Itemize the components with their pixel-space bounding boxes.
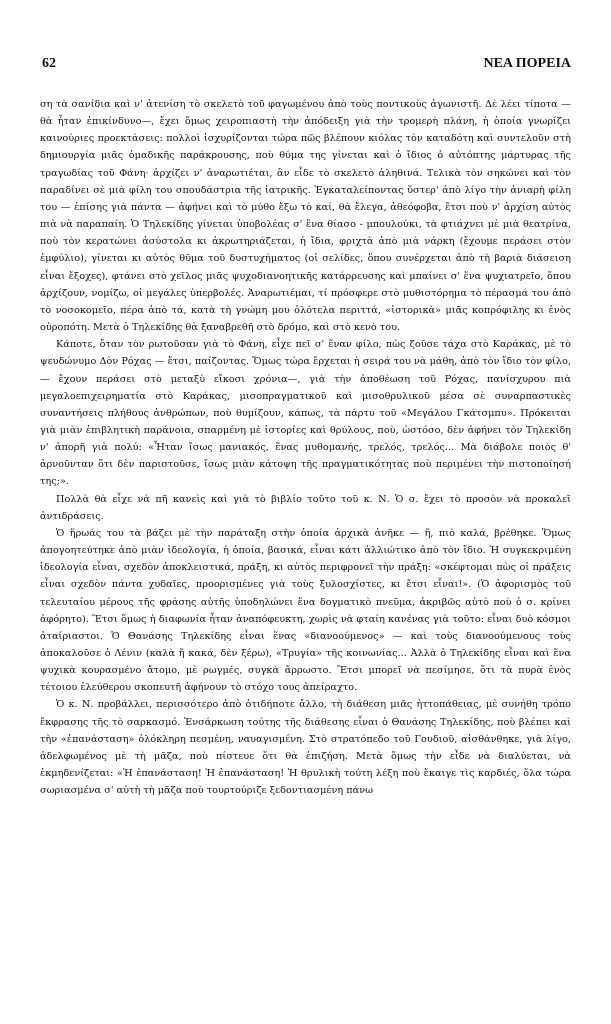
paragraph: Κάποτε, ὅταν τὸν ρωτοῦσαν γιὰ τὸ Φάνη, εἶχε πεῖ σ' ἕναν φίλο, πὼς ζοῦσε τάχα στὸ Καράκας, μὲ τὸ ψευδώνυμο Δὸν Ρόχας — ἔτσι, παίζοντας. Ὅμως τώρα ἔρχεται ἡ σειρά του νὰ μάθη, ἀπὸ τὸν ἴδιο τὸν φίλο, — ἔχουν περάσει στὸ μεταξὺ εἴκοσι χρόνια—, γιὰ τὴν ἀποθέωση τοῦ Ρόχας, πανίσχυρου πιὰ μεγαλοεπιχειρηματία στὸ Καράκας, μισοπραγματικοῦ καὶ μισοθρυλικοῦ μέσα σὲ συναρπαστικὲς συναντήσεις πλήθους ἀνθρώπων, ποὺ θυμίζουν, κάπως, τὰ πάρτυ τοῦ «Μεγάλου Γκάτσμπυ». Πρόκειται γιὰ μιὰν ἐπιβλητικὴ παράνοια, σπαρμένη μὲ ἱστορίες καὶ θρύλους, ποὺ, ὡστόσο, δὲν ἀφήνει τὸν Τηλεκίδη ν' ἀπορῆ γιὰ πολύ: «Ἦταν ἴσως μανιακός, ἕνας μυθομανής, τρελός, τρελός... Μὰ διάβολε ποιὸς θ' ἀρνοῦνταν ὅτι δὲν παριστοῦσε, ἴσως μιὰν κάτοψη τῆς πραγματικότητας ποὺ περιμένει τὴν πιστοποίησή της;». [40,339,571,488]
paragraph: ση τὰ σανίδια καὶ ν' ἀτενίση τὸ σκελετὸ τοῦ φαγωμένου ἀπὸ τοὺς ποντικοὺς ἀγωνιστῆ. Δὲ λέει τίποτα —θὰ ἦταν ἐπικίνδυνο—, ἔχει ὅμως χειροπιαστὴ τὴν ἀπόδειξη γιὰ τὴν τρομερὴ πλάνη, ἡ ὁποία γνωρίζει καινούριες προεκτάσεις: πολλοὶ ἰσχυρίζονται τώρα πῶς βλέπουν κιόλας τὸν καταδότη καὶ συντελοῦν στὴ δημιουργία μιᾶς ὁμαδικῆς παράκρουσης, ποὺ θύμα της γίνεται καὶ ὁ ἴδιος ὁ αὐτόπτης μάρτυρας τῆς τραγωδίας τοῦ Φάνη· ἀρχίζει ν' ἀναρωτιέται, ἂν εἶδε τὸ σκελετὸ ἀληθινά. Τελικὰ τὸν σηκώνει καὶ τὸν παραδίνει σὲ μιὰ φίλη του σπουδάστρια τῆς ἰατρικῆς. Ἐγκαταλείποντας ὕστερ' ἀπὸ λίγο τὴν ἀνιαρὴ φίλη του — ἐπίσης γιὰ πάντα — ἀφήνει καὶ τὸ μύθο ἔξω τὸ καί, θὰ ἔλεγα, ἀθεόφοβα, ἔτσι ποὺ ν' ἀρχίση αὐτὸς πιὰ νὰ παραπαίη. Ὁ Τηλεκίδης γίνεται ὑποβολέας σ' ἕνα θίασο - μπουλούκι, τὰ φτιάχνει μὲ μιὰ θεατρίνα, ποὺ τὸν κερατώνει ἀσύστολα κι ἀκρωτηριάζεται, ἡ ἴδια, φριχτὰ ἀπὸ μιὰ νάρκη (ἔχουμε περάσει στὸν ἐμφύλιο), γίνεται κι αὐτὸς θῦμα τοῦ δυστυχήματος (οἱ σελίδες, ὅπου συνέρχεται ἀπὸ τὴ βαριὰ διάσειση εἶναι ἔξοχες), φτάνει στὸ χεῖλος μιᾶς ψυχοδιανοητικῆς κατάρρευσης καὶ μπαίνει σ' ἕνα ψυχιατρεῖο, ὅπου ἀρχίζουν, νομίζω, οἱ μεγάλες ὑπερβολές. Ἀναρωτιέμαι, τί πρόσφερε στὸ μυθιστόρημα τὸ πέρασμά του ἀπὸ τὸ νοσοκομεῖο, πέρα ἀπὸ τά, κατὰ τὴ γνώμη μου ὁλότελα περιττά, «ἱστορικὰ» μιᾶς κοπρόφιλης κι ἑνὸς οὐροπότη. Μετὰ ὁ Τηλεκίδης θὰ ξαναβρεθῆ στὸ δρόμο, καὶ στὸ κενὸ του. [40,99,571,334]
paragraph: Πολλὰ θὰ εἶχε νὰ πῆ κανεὶς καὶ γιὰ τὸ βιβλίο τοῦτο τοῦ κ. Ν. Ὁ σ. ἔχει τὸ προσὸν νὰ προκαλεῖ ἀντιδράσεις. [40,493,571,522]
paragraph: Ὁ ἥρωάς του τὰ βάζει μὲ τὴν παράταξη στὴν ὁποία ἀρχικὰ ἀνῆκε — ἤ, πιὸ καλά, βρέθηκε. Ὅμως ἀπογοητεύτηκε ἀπὸ μιὰν ἰδεολογία, ἡ ὁποία, βασικά, εἶναι κάτι ἀλλιώτικο ἀπὸ τὸν ἴδιο. Ἡ συγκεκριμένη ἰδεολογία εἶναι, σχεδὸν ἀποκλειστικά, πράξη, κι αὐτὸς περιφρονεῖ τὴν πράξη: «σκέφτομαι πὼς οἱ πράξεις εἶναι σχεδὸν πάντα χυδαῖες, προορισμένες γιὰ τοὺς ξυλοσχίστες, κι ἔτσι εἶναι!». (Ὁ ἀφορισμὸς τοῦ τελευταίου μέρους τῆς φράσης αὐτῆς ὑποδηλώνει ἕνα δογματικὸ πνεῦμα, ἀκριβῶς αὐτὸ ποὺ ὁ σ. κρίνει ἀφόρητο). Ἔτσι ὅμως ἡ διαφωνία ἦταν ἀναπόφευκτη, χωρὶς νὰ φταίη κανένας γιὰ τοῦτο: εἶναι δυὸ κόσμοι ἀταίριαστοι. Ὁ Θανάσης Τηλεκίδης εἶναι ἕνας «διανοούμενος» — καὶ τοὺς διανοούμενους τοὺς ἀποκαλοῦσε ὁ Λένιν (καλὰ ἤ κακά, δὲν ξέρω), «Τρυγία» τῆς κοινωνίας... Ἀλλὰ ὁ Τηλεκίδης εἶναι καὶ ἕνα ψυχικὰ κουρασμένο ἄτομο, μὲ ρωγμές, συγκὰ ἄρρωστο. Ἔτσι μπορεῖ νὰ πεσίμησε, ὅτι τὰ πυρὰ ἑνὸς τέτοιου ἐλεύθερου σκοπευτῆ ἀφήνουν τὸ στόχο τους ἀπείραχτο. [40,527,571,694]
paragraph: Ὁ κ. Ν. προβάλλει, περισσότερο ἀπὸ ὁτιδήποτε ἄλλο, τὴ διάθεση μιᾶς ἡττοπάθειας, μὲ συνήθη τρόπο ἔκφρασης τῆς τὸ σαρκασμό. Ἐνσάρκωση τούτης τῆς διάθεσης εἶναι ὁ Θανάσης Τηλεκίδης, ποὺ βλέπει καὶ τὴν «ἐπανάσταση» ὁλόκληρη πεσμένη, ναυαγισμένη. Στὸ στρατόπεδο τοῦ Γουδιοῦ, αἰσθάνθηκε, γιὰ λίγο, ἀδελφωμένος μὲ τὴ μᾶζα, ποὺ πίστευε ὅτι θὰ ἐπιζήση. Μετὰ ὅμως τὴν εἶδε νὰ διαλύεται, νὰ ἐκμηδενίζεται: «Ἡ ἐπανάσταση! Ἡ ἐπανάσταση! Ἡ θρυλικὴ τούτη λέξη ποὺ ἔκαιγε τὶς καρδιές, ὅλα τώρα σωριασμένα σ' αὐτὴ τὴ μᾶζα ποὺ τουρτούριζε ξεδοντιασμένη πάνω [40,699,571,797]
article-body [40,96,571,799]
journal-title: ΝΕΑ ΠΟΡΕΙΑ [483,56,571,71]
running-header [40,56,571,72]
page-number: 62 [42,56,56,71]
page [40,56,571,799]
